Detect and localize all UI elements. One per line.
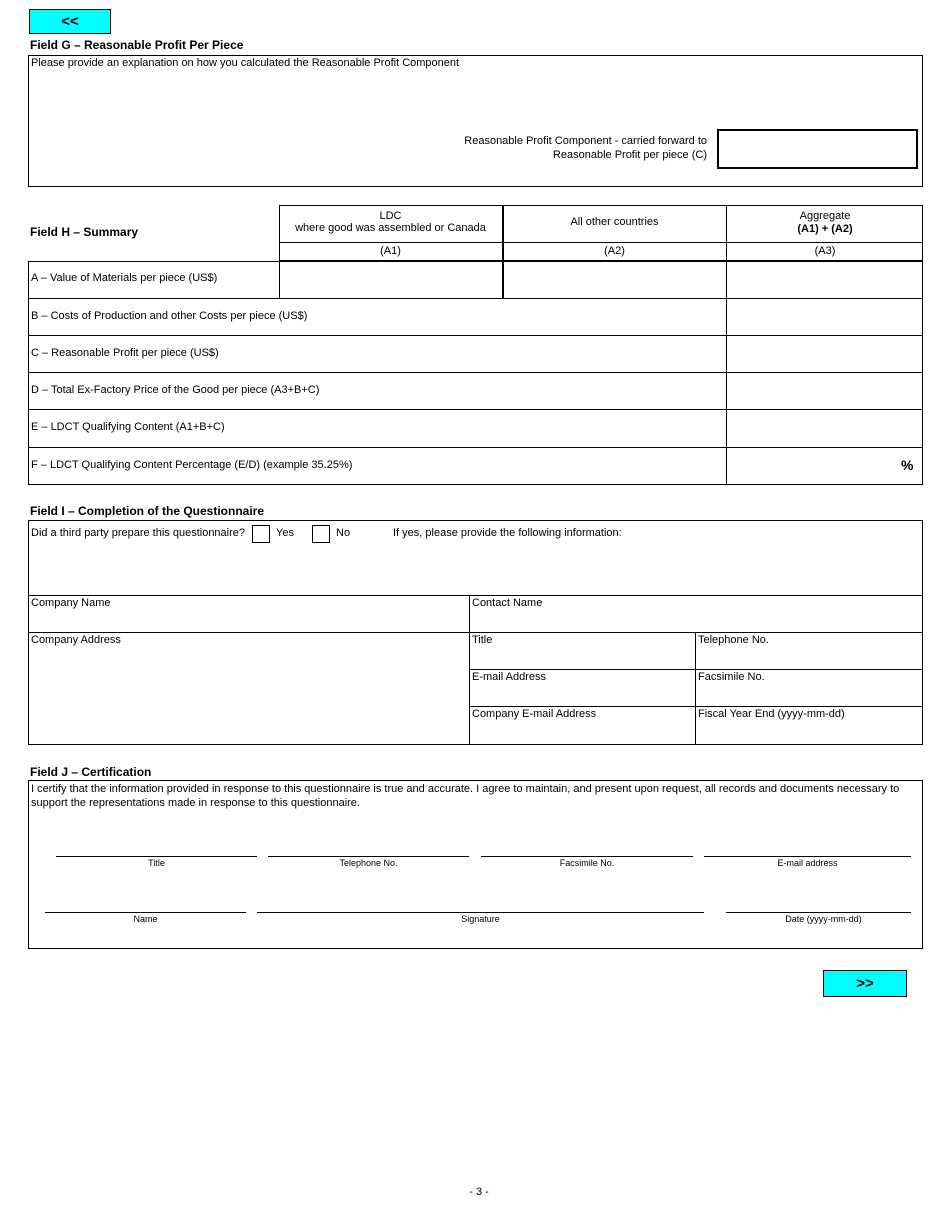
title-input[interactable] [471,649,693,668]
cert-name-input[interactable] [45,894,246,912]
cert-email-input[interactable] [704,838,911,856]
carried-forward-label-line2: Reasonable Profit per piece (C) [552,149,707,161]
company-email-label: Company E-mail Address [472,708,597,720]
page-number: - 3 - [469,1186,489,1198]
third-party-question: Did a third party prepare this questionnaire? [31,527,246,539]
previous-page-button[interactable]: << [29,9,111,34]
field-j-heading: Field J – Certification [30,765,152,779]
next-page-button[interactable]: >> [823,970,907,997]
field-i-heading: Field I – Completion of the Questionnaire [30,504,265,518]
facsimile-label: Facsimile No. [698,671,765,683]
row-f-label: F – LDCT Qualifying Content Percentage (E/D) (example 35.25%) [31,459,353,471]
cert-title-input[interactable] [56,838,257,856]
cert-telephone-input[interactable] [268,838,469,856]
cert-facsimile-label: Facsimile No. [559,858,615,868]
certification-statement: I certify that the information provided in response to this questionnaire is true and accurate. I agree to maintain, and present upon request, all records and documents necessary to support the representations made in response to this questionnaire. [31,783,900,809]
row-b-input[interactable] [728,300,921,333]
email-label: E-mail Address [472,671,546,683]
telephone-label: Telephone No. [698,634,769,646]
percent-sign: % [901,457,914,473]
company-address-label: Company Address [31,634,121,646]
telephone-input[interactable] [697,649,921,668]
contact-name-input[interactable] [471,612,921,631]
cert-telephone-label: Telephone No. [339,858,398,868]
contact-name-label: Contact Name [472,597,543,609]
field-g-explanation-prompt: Please provide an explanation on how you calculated the Reasonable Profit Component [31,57,460,69]
col-a2-code: (A2) [604,245,625,257]
row-e-input[interactable] [728,411,921,445]
yes-checkbox[interactable] [252,525,270,543]
row-f-input[interactable] [728,449,898,483]
row-d-input[interactable] [728,374,921,407]
fiscal-year-end-input[interactable] [697,723,921,743]
row-c-input[interactable] [728,337,921,370]
no-label: No [336,527,351,539]
field-g-heading: Field G – Reasonable Profit Per Piece [30,38,244,52]
row-a-a2-input[interactable] [505,263,724,296]
field-g-explanation-input[interactable] [31,72,451,182]
email-input[interactable] [471,686,693,705]
col-a3-code: (A3) [814,245,836,257]
col-a1-subtitle: where good was assembled or Canada [295,222,486,234]
reasonable-profit-component-input[interactable] [717,129,918,169]
row-a-a1-input[interactable] [281,263,500,296]
cert-date-input[interactable] [726,894,911,912]
row-e-label: E – LDCT Qualifying Content (A1+B+C) [31,421,225,433]
col-a2-title: All other countries [570,216,659,228]
cert-title-label: Title [148,858,165,868]
col-a3-title: Aggregate [799,210,851,222]
cert-signature-label: Signature [461,914,500,924]
col-a1-code: (A1) [380,245,401,257]
col-a1-title: LDC [379,210,402,222]
field-h-heading: Field H – Summary [30,225,139,239]
company-name-label: Company Name [31,597,111,609]
if-yes-instruction: If yes, please provide the following information: [393,527,622,539]
company-name-input[interactable] [30,612,467,631]
col-a3-subtitle: (A1) + (A2) [797,223,853,235]
cert-name-label: Name [133,914,158,924]
row-d-label: D – Total Ex-Factory Price of the Good per piece (A3+B+C) [31,384,320,396]
facsimile-input[interactable] [697,686,921,705]
yes-label: Yes [276,527,294,539]
cert-date-label: Date (yyyy-mm-dd) [785,914,862,924]
company-email-input[interactable] [471,723,693,743]
row-b-label: B – Costs of Production and other Costs per piece (US$) [31,310,308,322]
cert-signature-input[interactable] [257,894,704,912]
row-a-a3-input[interactable] [728,263,921,296]
row-c-label: C – Reasonable Profit per piece (US$) [31,347,219,359]
row-a-label: A – Value of Materials per piece (US$) [31,272,218,284]
cert-email-label: E-mail address [777,858,838,868]
fiscal-year-end-label: Fiscal Year End (yyyy-mm-dd) [698,708,845,720]
title-label: Title [472,634,493,646]
carried-forward-label-line1: Reasonable Profit Component - carried forward to [464,135,707,147]
no-checkbox[interactable] [312,525,330,543]
company-address-input[interactable] [30,650,467,743]
cert-facsimile-input[interactable] [481,838,693,856]
